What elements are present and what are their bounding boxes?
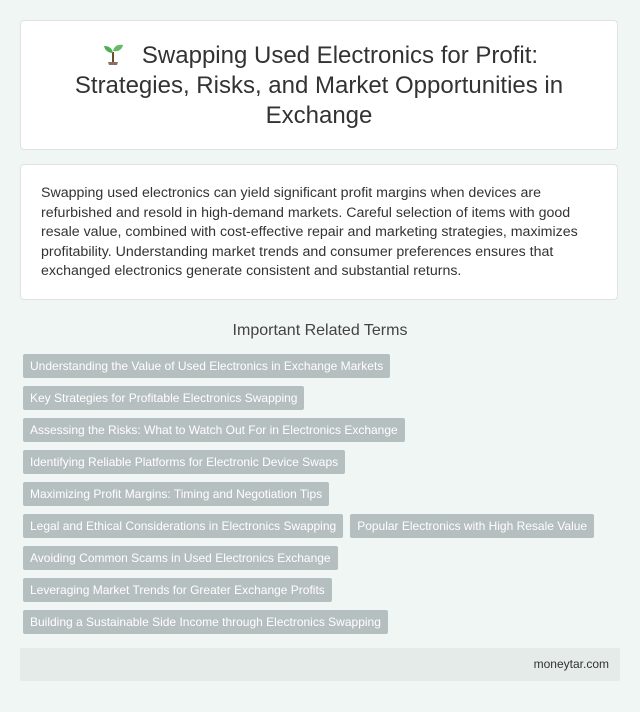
related-terms-list (23, 354, 623, 634)
related-term-tag[interactable]: Building a Sustainable Side Income through Electronics Swapping (23, 610, 388, 634)
related-term-tag[interactable]: Legal and Ethical Considerations in Electronics Swapping (23, 514, 343, 538)
related-term-tag[interactable]: Leveraging Market Trends for Greater Exchange Profits (23, 578, 332, 602)
related-term-tag[interactable]: Key Strategies for Profitable Electronics Swapping (23, 386, 304, 410)
related-term-tag[interactable]: Assessing the Risks: What to Watch Out For in Electronics Exchange (23, 418, 405, 442)
page-title-text: Swapping Used Electronics for Profit: Strategies, Risks, and Market Opportunities in Exchange (74, 41, 564, 129)
summary-text: Swapping used electronics can yield significant profit margins when devices are refurbished and resold in high-demand markets. Careful selection of items with good resale value, combined with cost-effective repair and marketing strategies, maximizes profitability. Understanding market trends and consumer preferences ensures that exchanged electronics generate consistent and substantial returns. (41, 185, 578, 279)
related-terms-heading: Important Related Terms (232, 322, 408, 339)
related-term-tag[interactable]: Avoiding Common Scams in Used Electronics Exchange (23, 546, 338, 570)
sprout-icon (100, 40, 126, 66)
footer (20, 648, 620, 681)
title-card (20, 20, 618, 150)
related-term-tag[interactable]: Maximizing Profit Margins: Timing and Negotiation Tips (23, 482, 329, 506)
footer-site-link[interactable]: moneytar.com (533, 657, 609, 671)
page-title (51, 40, 587, 131)
related-term-tag[interactable]: Identifying Reliable Platforms for Electronic Device Swaps (23, 450, 345, 474)
summary-card (20, 164, 618, 300)
related-term-tag[interactable]: Understanding the Value of Used Electronics in Exchange Markets (23, 354, 390, 378)
related-term-tag[interactable]: Popular Electronics with High Resale Value (350, 514, 594, 538)
